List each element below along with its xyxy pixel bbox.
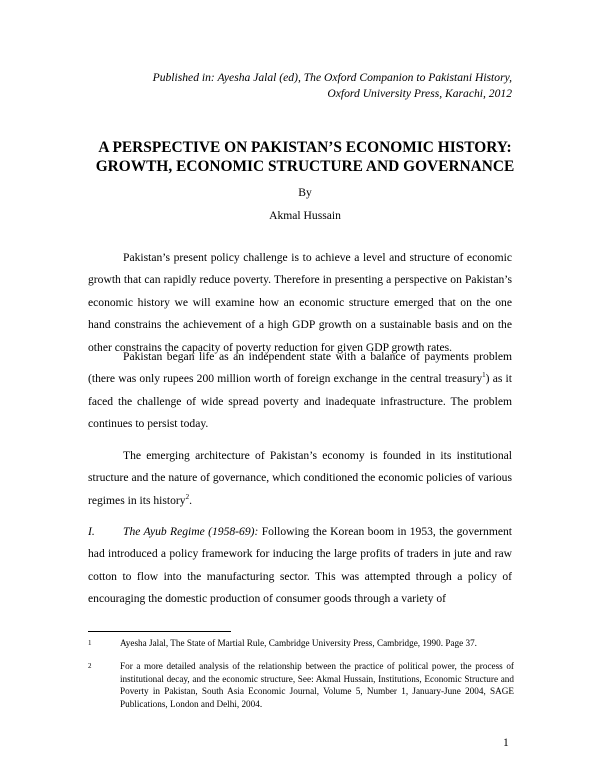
page-number: 1 <box>503 736 509 749</box>
footnote-ref-2[interactable]: 2 <box>185 492 190 501</box>
publication-note <box>153 70 512 102</box>
paragraph-4 <box>88 521 512 611</box>
paragraph-2 <box>88 346 512 436</box>
author-name: Akmal Hussain <box>269 209 341 222</box>
document-title <box>60 138 550 176</box>
title-line-1: A PERSPECTIVE ON PAKISTAN’S ECONOMIC HISTORY: <box>98 139 512 156</box>
footnote-1-text: Ayesha Jalal, The State of Martial Rule, Cambridge University Press, Cambridge, 1990. Page 37. <box>120 638 477 648</box>
paragraph-2-text-a: Pakistan began life as an independent state with a balance of payments problem (there was only rupees 200 million worth of foreign exchange in the central treasury <box>88 350 512 386</box>
byline-by: By <box>298 186 312 199</box>
paragraph-4-text: Following the Korean boom in 1953, the government had introduced a policy framework for inducing the large profits of traders in jute and raw cotton to flow into the manufacturing sector. This was attempted through a policy of encouraging the domestic production of consumer goods through a variety of <box>88 525 513 606</box>
paragraph-3 <box>88 445 512 512</box>
paragraph-3-text-a: The emerging architecture of Pakistan’s economy is founded in its institutional structure and the nature of governance, which conditioned the economic policies of various regimes in its history <box>88 449 512 507</box>
footnote-1-number: 1 <box>88 639 92 647</box>
footnote-2-number: 2 <box>88 662 92 670</box>
section-number: I. <box>88 525 95 538</box>
paragraph-3-text-b: . <box>189 493 192 507</box>
title-line-2: GROWTH, ECONOMIC STRUCTURE AND GOVERNANCE <box>95 158 515 175</box>
footnote-2-text: For a more detailed analysis of the relationship between the practice of political power, the process of institutional decay, and the economic structure, See: Akmal Hussain, Institutions, Economic Structure and Poverty in Pakistan, South Asia Economic Journal, Volume 5, Number 1, January-June 2004, SAGE Publications, London and Delhi, 2004. <box>120 661 514 709</box>
publication-line-2: Oxford University Press, Karachi, 2012 <box>327 87 512 100</box>
footnote-ref-1[interactable]: 1 <box>482 371 486 380</box>
publication-line-1: Published in: Ayesha Jalal (ed), The Oxford Companion to Pakistani History, <box>152 71 512 84</box>
footnote-separator <box>88 631 231 632</box>
paragraph-1 <box>88 247 512 359</box>
paragraph-1-text: Pakistan’s present policy challenge is to achieve a level and structure of economic growth that can rapidly reduce poverty. Therefore in presenting a perspective on Pakistan’s economic history we will examine how an economic structure emerged that on the one hand constrains the achievement of a high GDP growth on a sustainable basis and on the other constrains the capacity of poverty reduction for given GDP growth rates. <box>88 251 512 354</box>
section-heading: The Ayub Regime (1958-69): <box>123 525 259 538</box>
paragraph-2-text-b: ) as it faced the challenge of wide spread poverty and inadequate infrastructure. The problem continues to persist today. <box>88 372 512 431</box>
